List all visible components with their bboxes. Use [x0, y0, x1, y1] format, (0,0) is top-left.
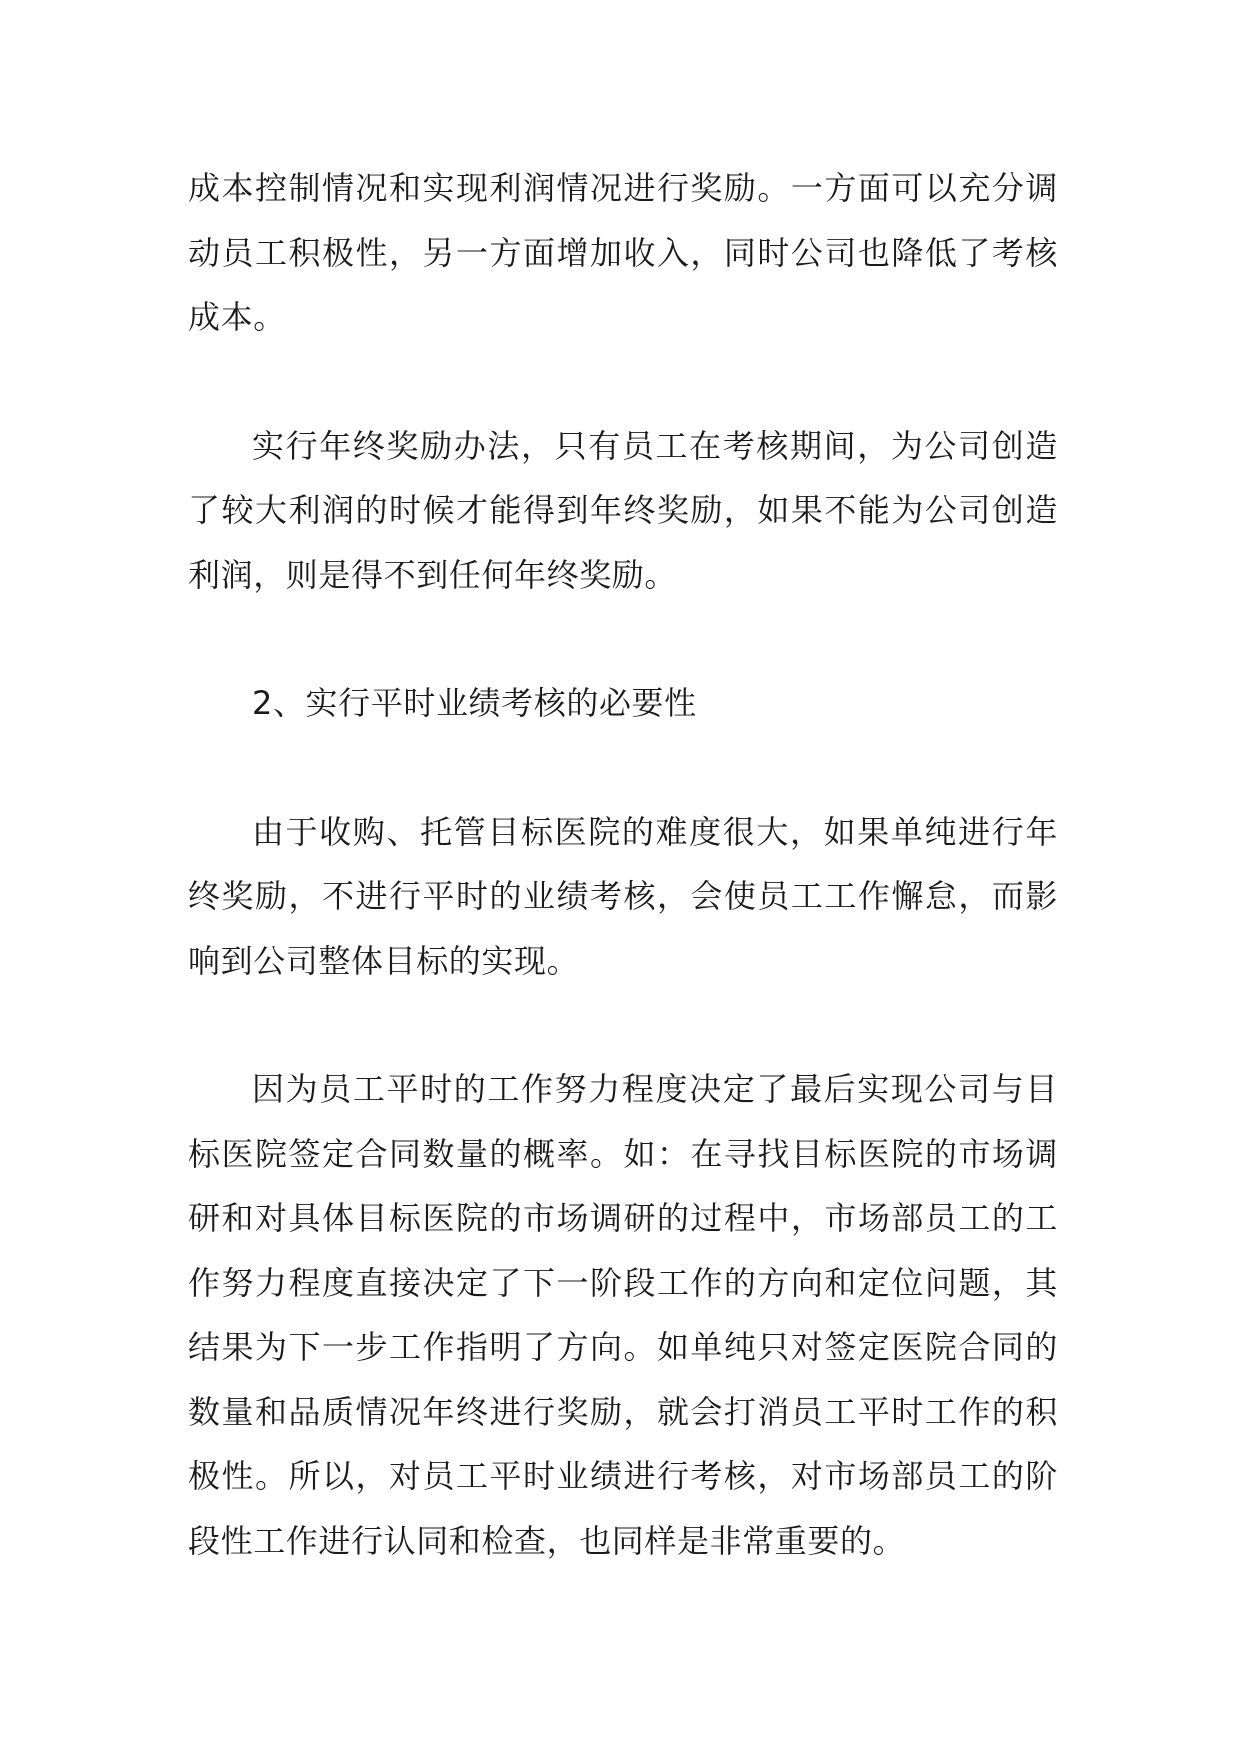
paragraph-year-end-bonus: 实行年终奖励办法，只有员工在考核期间，为公司创造了较大利润的时候才能得到年终奖励，如果不能为公司创造利润，则是得不到任何年终奖励。: [188, 426, 1058, 594]
section-heading-performance-review: 2、实行平时业绩考核的必要性: [252, 684, 697, 722]
paragraph-work-effort: 因为员工平时的工作努力程度决定了最后实现公司与目标医院签定合同数量的概率。如：在寻找目标医院的市场调研和对具体目标医院的市场调研的过程中，市场部员工的工作努力程度直接决定了下一阶段工作的方向和定位问题，其结果为下一步工作指明了方向。如单纯只对签定医院合同的数量和品质情况年终进行奖励，就会打消员工平时工作的积极性。所以，对员工平时业绩进行考核，对市场部员工的阶段性工作进行认同和检查，也同样是非常重要的。: [188, 1070, 1058, 1560]
paragraph-acquisition-difficulty: 由于收购、托管目标医院的难度很大，如果单纯进行年终奖励，不进行平时的业绩考核，会使员工工作懈怠，而影响到公司整体目标的实现。: [188, 812, 1058, 980]
document-body: [188, 156, 1058, 1637]
paragraph-cost-control: 成本控制情况和实现利润情况进行奖励。一方面可以充分调动员工积极性，另一方面增加收入，同时公司也降低了考核成本。: [188, 169, 1058, 336]
